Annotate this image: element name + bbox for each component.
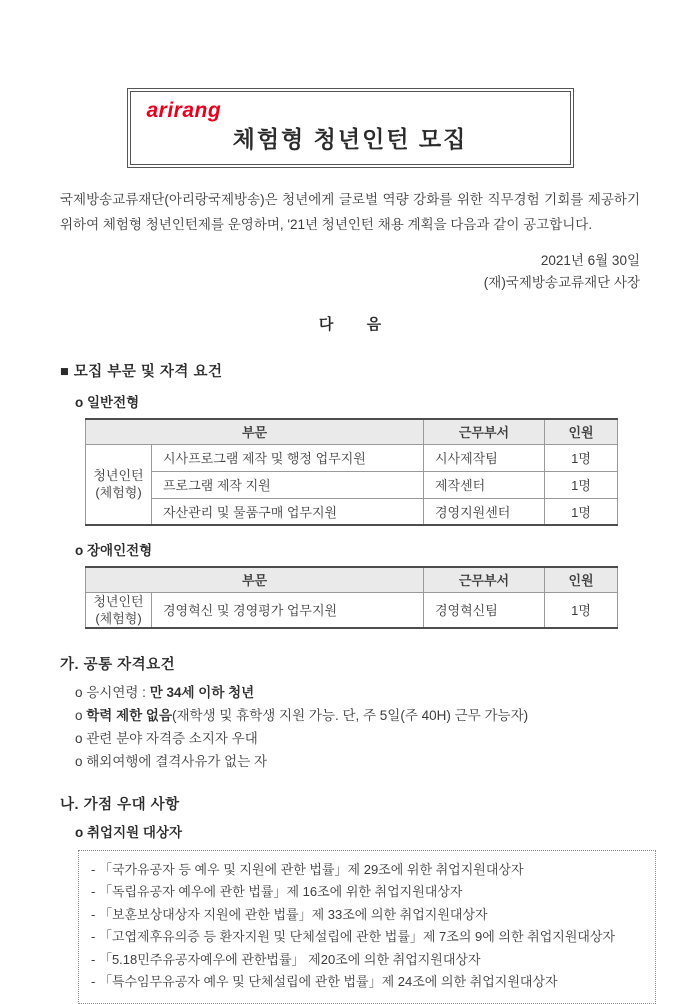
count-cell: 1명: [545, 471, 618, 498]
item-bold-text: 학력 제한 없음: [86, 707, 173, 723]
subheading-disabled: o 장애인전형: [75, 543, 153, 558]
count-cell: 1명: [545, 444, 618, 471]
group-label-line2: (체험형): [95, 610, 142, 626]
intro-paragraph: 국제방송교류재단(아리랑국제방송)은 청년에게 글로벌 역량 강화를 위한 직무경험 기회를 제공하기 위하여 체험형 청년인턴제를 운영하며, '21년 청년인턴 채용 계획을 다음과 같이 공고합니다.: [60, 192, 640, 232]
disabled-recruit-table: [85, 566, 618, 629]
item-text: o 관련 분야 자격증 소지자 우대: [75, 730, 258, 746]
dept-cell: 경영지원센터: [424, 498, 545, 525]
count-cell: 1명: [545, 592, 618, 628]
qualification-item: [75, 704, 640, 727]
preference-item: - 「5.18민주유공자예우에 관한법률」 제20조에 의한 취업지원대상자: [91, 951, 481, 967]
subheading-employment-support: o 취업지원 대상자: [75, 824, 183, 840]
col-header-part: 부문: [86, 567, 424, 592]
part-cell: 경영혁신 및 경영평가 업무지원: [152, 592, 424, 628]
count-cell: 1명: [545, 498, 618, 525]
section-heading-recruit: ■ 모집 부문 및 자격 요건: [60, 364, 223, 380]
group-label-cell: [86, 592, 152, 628]
col-header-dept: 근무부서: [424, 419, 545, 444]
general-recruit-table: [85, 418, 618, 526]
group-label-cell: [86, 444, 152, 525]
qualification-item: [75, 681, 640, 704]
table-row: [86, 471, 618, 498]
table-row: [86, 592, 618, 628]
document-title: 체험형 청년인턴 모집: [232, 126, 468, 152]
part-cell: 시사프로그램 제작 및 행정 업무지원: [152, 444, 424, 471]
table-header-row: [86, 419, 618, 444]
dept-cell: 경영혁신팀: [424, 592, 545, 628]
announcement-signer: (재)국제방송교류재단 사장: [483, 275, 640, 290]
item-text: o: [75, 707, 87, 723]
part-cell: 자산관리 및 물품구매 업무지원: [152, 498, 424, 525]
group-label-line1: 청년인턴: [93, 593, 144, 609]
table-row: [86, 444, 618, 471]
qualification-item: [75, 727, 640, 750]
dept-cell: 제작센터: [424, 471, 545, 498]
qualification-item: [75, 750, 640, 773]
col-header-part: 부문: [86, 419, 424, 444]
heading-common-qualifications: 가. 공통 자격요건: [60, 656, 176, 673]
table-header-row: [86, 567, 618, 592]
preference-box: [78, 850, 656, 1004]
item-bold-text: 만 34세 이하 청년: [149, 684, 255, 700]
part-cell: 프로그램 제작 지원: [152, 471, 424, 498]
dept-cell: 시사제작팀: [424, 444, 545, 471]
subheading-general: o 일반전형: [75, 395, 140, 410]
title-box-inner: [130, 91, 571, 165]
group-label-line2: (체험형): [95, 485, 142, 501]
col-header-dept: 근무부서: [424, 567, 545, 592]
col-header-count: 인원: [545, 567, 618, 592]
arirang-logo: arirang: [146, 99, 222, 122]
table-row: [86, 498, 618, 525]
signature-block: [60, 250, 640, 294]
title-box: [127, 88, 574, 168]
preference-item: - 「고엽제후유의증 등 환자지원 및 단체설립에 관한 법률」제 7조의 9에 의한 취업지원대상자: [91, 929, 616, 944]
preference-item: - 「독립유공자 예우에 관한 법률」제 16조에 위한 취업지원대상자: [91, 884, 463, 899]
preference-item: - 「특수임무유공자 예우 및 단체설립에 관한 법률」제 24조에 의한 취업지원대상자: [91, 974, 558, 989]
group-label-line1: 청년인턴: [93, 468, 144, 484]
preference-item: - 「보훈보상대상자 지원에 관한 법률」제 33조에 의한 취업지원대상자: [91, 906, 488, 922]
divider-word: 다 음: [318, 316, 382, 333]
heading-preferences: 나. 가점 우대 사항: [60, 796, 180, 813]
col-header-count: 인원: [545, 419, 618, 444]
item-text: (재학생 및 휴학생 지원 가능. 단, 주 5일(주 40H) 근무 가능자): [172, 707, 529, 723]
item-text: o 응시연령 :: [75, 684, 150, 700]
item-text: o 해외여행에 결격사유가 없는 자: [75, 753, 268, 769]
announcement-date: 2021년 6월 30일: [540, 253, 640, 268]
preference-item: - 「국가유공자 등 예우 및 지원에 관한 법률」제 29조에 위한 취업지원대상자: [91, 861, 524, 877]
qualification-list: [60, 681, 640, 773]
